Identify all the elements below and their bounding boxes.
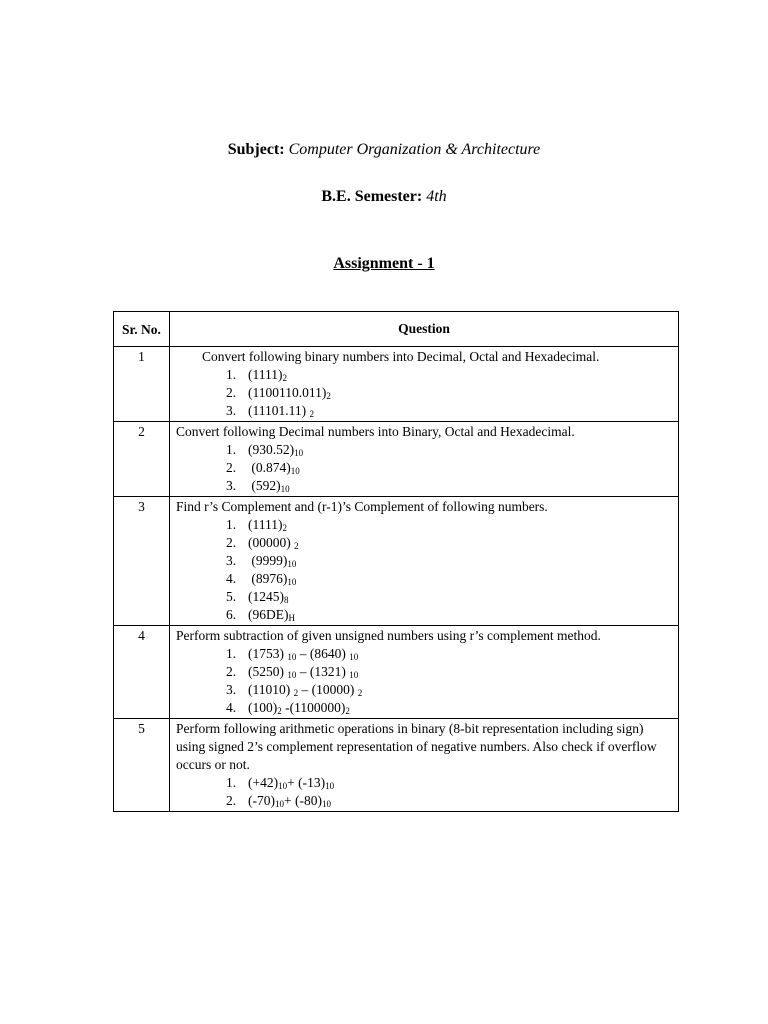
- base-subscript: 2: [294, 541, 299, 551]
- base-subscript: 10: [287, 559, 297, 569]
- base-subscript: H: [288, 613, 295, 623]
- item-number: 3.: [226, 403, 237, 418]
- semester-label: B.E. Semester:: [321, 188, 423, 205]
- item-number: 3.: [226, 478, 237, 493]
- operand-text: (8976): [248, 571, 288, 586]
- base-subscript: 10: [349, 652, 359, 662]
- base-subscript: 10: [349, 670, 359, 680]
- table-row: [114, 719, 679, 812]
- sub-question-item: [226, 552, 674, 570]
- item-number: 1.: [226, 367, 237, 382]
- sub-question-item: [226, 681, 674, 699]
- row-sr-no: 4: [114, 626, 170, 719]
- base-subscript: 10: [294, 448, 304, 458]
- row-question: [170, 347, 679, 422]
- row-question: [170, 422, 679, 497]
- sub-question-list: [176, 516, 674, 624]
- sub-question-item: [226, 645, 674, 663]
- item-number: 1.: [226, 775, 237, 790]
- item-number: 3.: [226, 682, 237, 697]
- item-number: 1.: [226, 442, 237, 457]
- operand-text: (11010): [248, 682, 294, 697]
- question-text: Perform subtraction of given unsigned numbers using r’s complement method.: [176, 628, 601, 643]
- base-subscript: 2: [282, 373, 287, 383]
- question-text: Convert following binary numbers into Decimal, Octal and Hexadecimal.: [202, 349, 600, 364]
- sub-question-item: [226, 402, 674, 420]
- table-row: [114, 626, 679, 719]
- base-subscript: 10: [287, 652, 297, 662]
- operand-text: (0.874): [248, 460, 291, 475]
- item-number: 2.: [226, 793, 237, 808]
- questions-body: [114, 347, 679, 812]
- base-subscript: 2: [326, 391, 331, 401]
- item-number: 1.: [226, 646, 237, 661]
- table-row: [114, 347, 679, 422]
- operand-text: (1111): [248, 367, 283, 382]
- header-sr-no: Sr. No.: [114, 312, 170, 347]
- sub-question-item: [226, 516, 674, 534]
- item-number: 2.: [226, 385, 237, 400]
- base-subscript: 10: [290, 466, 300, 476]
- operand-text: (1245): [248, 589, 284, 604]
- subject-label: Subject:: [227, 141, 285, 158]
- operand-text: (11101.11): [248, 403, 310, 418]
- row-sr-no: 1: [114, 347, 170, 422]
- sub-question-item: [226, 441, 674, 459]
- sub-question-item: [226, 477, 674, 495]
- operand-text: (5250): [248, 664, 288, 679]
- base-subscript: 10: [275, 799, 284, 809]
- operand-text: – (8640): [296, 646, 350, 661]
- operand-text: (1100110.011): [248, 385, 327, 400]
- item-number: 1.: [226, 517, 237, 532]
- base-subscript: 2: [293, 688, 299, 698]
- table-header-row: [114, 312, 679, 347]
- row-sr-no: 5: [114, 719, 170, 812]
- sub-question-list: [176, 366, 674, 420]
- item-number: 2.: [226, 664, 237, 679]
- base-subscript: 10: [287, 670, 297, 680]
- row-question: [170, 719, 679, 812]
- item-number: 4.: [226, 700, 237, 715]
- row-question: [170, 626, 679, 719]
- subject-line: [0, 141, 768, 159]
- operand-text: (+42): [248, 775, 279, 790]
- sub-question-item: [226, 570, 674, 588]
- item-number: 4.: [226, 571, 237, 586]
- item-number: 2.: [226, 535, 237, 550]
- operand-text: (96DE): [248, 607, 289, 622]
- operand-text: + (-13): [287, 775, 326, 790]
- sub-question-item: [226, 606, 674, 624]
- base-subscript: 2: [309, 409, 314, 419]
- question-text: Find r’s Complement and (r-1)’s Complement of following numbers.: [176, 499, 548, 514]
- sub-question-item: [226, 384, 674, 402]
- question-text: Convert following Decimal numbers into Binary, Octal and Hexadecimal.: [176, 424, 575, 439]
- base-subscript: 2: [282, 523, 287, 533]
- sub-question-list: [176, 645, 674, 717]
- row-sr-no: 3: [114, 497, 170, 626]
- item-number: 2.: [226, 460, 237, 475]
- base-subscript: 10: [325, 781, 335, 791]
- item-number: 6.: [226, 607, 237, 622]
- operand-text: – (1321): [296, 664, 350, 679]
- base-subscript: 2: [277, 706, 282, 716]
- question-text: Perform following arithmetic operations in binary (8-bit representation including sign) using signed 2’s complement representation of negative numbers. Also check if overflow occurs or not.: [176, 721, 657, 772]
- operand-text: – (10000): [298, 682, 358, 697]
- base-subscript: 2: [357, 688, 363, 698]
- operand-text: + (-80): [284, 793, 322, 808]
- sub-question-item: [226, 588, 674, 606]
- sub-question-item: [226, 699, 674, 717]
- operand-text: (930.52): [248, 442, 295, 457]
- table-row: [114, 422, 679, 497]
- sub-question-item: [226, 366, 674, 384]
- header-question: Question: [170, 312, 679, 347]
- sub-question-item: [226, 459, 674, 477]
- sub-question-list: [176, 774, 674, 810]
- operand-text: -(1100000): [281, 700, 346, 715]
- row-question: [170, 497, 679, 626]
- sub-question-item: [226, 534, 674, 552]
- operand-text: (9999): [248, 553, 288, 568]
- sub-question-item: [226, 774, 674, 792]
- sub-question-item: [226, 792, 674, 810]
- subject-value: Computer Organization & Architecture: [288, 141, 541, 158]
- base-subscript: 10: [287, 577, 297, 587]
- row-sr-no: 2: [114, 422, 170, 497]
- semester-line: [0, 188, 768, 206]
- base-subscript: 10: [278, 781, 288, 791]
- operand-text: (-70): [248, 793, 275, 808]
- semester-value: 4th: [426, 188, 447, 205]
- base-subscript: 8: [284, 595, 289, 605]
- sub-question-list: [176, 441, 674, 495]
- operand-text: (1753): [248, 646, 288, 661]
- base-subscript: 10: [280, 484, 290, 494]
- operand-text: (00000): [248, 535, 295, 550]
- assignment-title: Assignment - 1: [333, 255, 435, 272]
- operand-text: (100): [248, 700, 278, 715]
- item-number: 3.: [226, 553, 237, 568]
- operand-text: (1111): [248, 517, 283, 532]
- item-number: 5.: [226, 589, 237, 604]
- operand-text: (592): [248, 478, 281, 493]
- table-row: [114, 497, 679, 626]
- base-subscript: 10: [321, 799, 331, 809]
- sub-question-item: [226, 663, 674, 681]
- base-subscript: 2: [345, 706, 350, 716]
- questions-table: [113, 311, 679, 812]
